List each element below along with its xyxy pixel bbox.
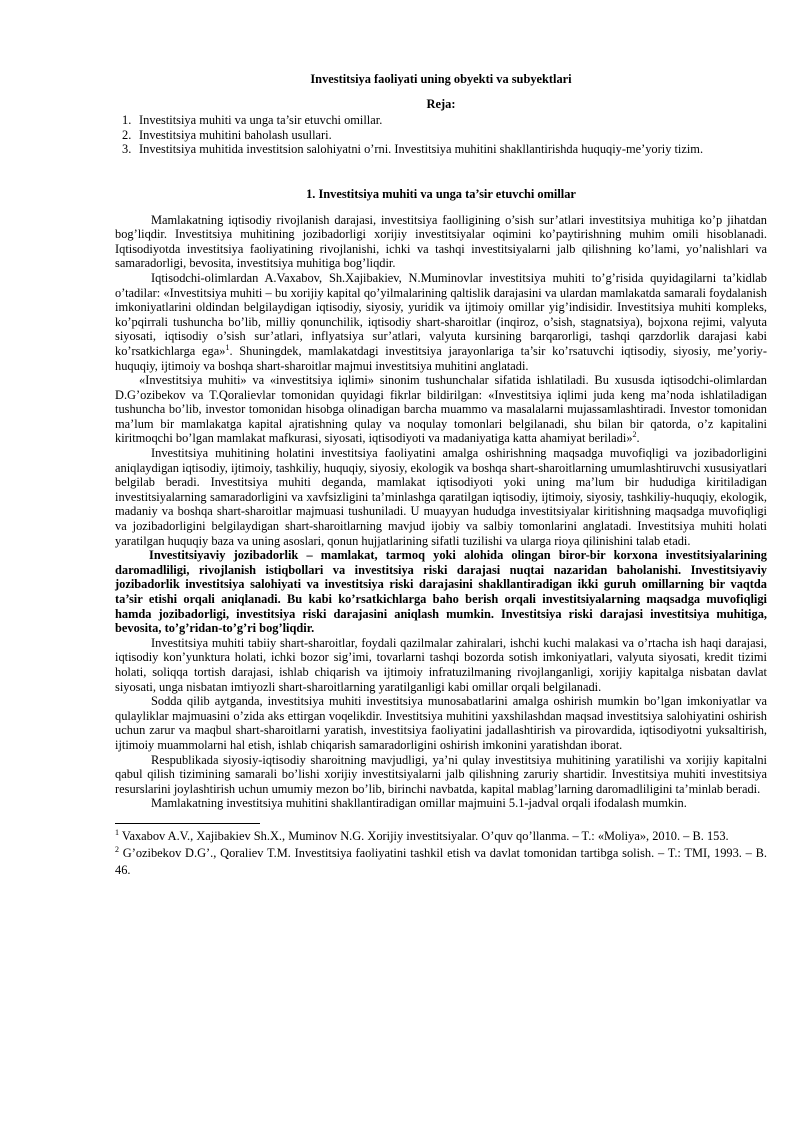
plan-list xyxy=(115,113,767,157)
plan-heading: Reja: xyxy=(426,96,456,111)
paragraph: Mamlakatning iqtisodiy rivojlanish darajasi, investitsiya faolligining o’sish sur’atlari investitsiya muhitiga ko’p jihatdan bog’liqdir. Investitsiya muhitining jozibadorligi xorijiy investitsiyalar oqimini ko’paytirishning muhim omili hisoblanadi. Iqtisodiyotda investitsiya faoliyatining rivojlanishi, ichki va tashqi investitsiyalarni jalb qilishning ko’lami, yo’nalishlari va samaradorligi, bevosita, investitsiya muhitiga bog’liqdir. xyxy=(115,212,767,271)
paragraph xyxy=(115,373,767,446)
plan-item xyxy=(115,128,767,143)
section-title: 1. Investitsiya muhiti va unga ta’sir etuvchi omillar xyxy=(306,186,576,201)
footnote-text: G’ozibekov D.G’., Qoraliev T.M. Investitsiya faoliyatini tashkil etish va davlat tomonidan tartibga solish. – T.: TMI, 1993. – B. 46. xyxy=(115,845,767,877)
plan-item-number: 1. xyxy=(122,113,132,128)
paragraph-text: Iqtisodchi-olimlardan A.Vaxabov, Sh.Xajibakiev, N.Muminovlar investitsiya muhiti to’g’risida quyidagilarni ta’kidlab o’tadilar: «Investitsiya muhiti – bu xorijiy kapital qo’yilmalarining qaltislik darajasini va ulardan mamlakatda samarali foydalanish imkoniyatlarini oldindan belgilaydigan iqtisodiy, siyosiy, yuridik va ijtimoiy omillar yig’indisidir. Investitsiya muhiti kompleks, ko’pqirrali tushuncha bo’lib, milliy qonunchilik, iqtisodiy shart-sharoitlar (inqiroz, o’sish, stagnatsiya), bojxona rejimi, valyuta siyosati, iqtisodiy o’sish sur’atlari, inflyatsiya sur’atlari, valyuta kursining barqarorligi, tashqi qarzdorlik darajasi kabi ko’rsatkichlarga ega» xyxy=(115,270,767,358)
paragraph-text: . Shuningdek, mamlakatdagi investitsiya jarayonlariga ta’sir ko’rsatuvchi iqtisodiy, siyosiy, me’yoriy-huquqiy, ijtimoiy va boshqa shart-sharoitlar majmui investitsiya muhitini anglatadi. xyxy=(115,343,767,373)
plan-item-number: 3. xyxy=(122,142,132,157)
plan-item-text: Investitsiya muhiti va unga ta’sir etuvchi omillar. xyxy=(139,113,383,128)
footnote-number: 2 xyxy=(115,844,119,854)
bold-paragraph: Investitsiyaviy jozibadorlik – mamlakat, tarmoq yoki alohida olingan biror-bir korxona investitsiyalarining daromadliligi, rivojlanish istiqbollari va investitsiya riski darajasi nuqtai nazaridan baholanishi. Investitsiyaviy jozibadorlik investitsiya salohiyati va investitsiya riski darajasini shakllantiradigan ikki guruh omillarning bir vaqtda ta’sir etishi orqali aniqlanadi. Bu kabi ko’rsatkichlarga baho berish orqali investitsiyalarning maqsadga muvofiqligi hamda jozibadorligi, investitsiya riski darajasini aniqlash mumkin. Investitsiya riski darajasi investitsiya muhitiga, bevosita, to’g’ridan-to’g’ri bog’liqdir. xyxy=(115,548,767,636)
footnote xyxy=(115,828,767,845)
plan-item-text: Investitsiya muhitini baholash usullari. xyxy=(139,127,332,142)
paragraph: Investitsiya muhitining holatini investitsiya faoliyatini amalga oshirishning maqsadga muvofiqligi va jozibadorligini aniqlaydigan iqtisodiy, ijtimoiy, tashkiliy, huquqiy, siyosiy, ekologik va boshqa shart-sharoitlarning umumlashtiruvchi xususiyatlari belgilab beradi. Investitsiya muhiti deganda, mamlakat iqtisodiyoti yoki uning ma’lum bir hududiga kiritiladigan investitsiyalarning samaradorligini va xavfsizligini ta’minlashga qaratilgan iqtisodiy, ijtimoiy, siyosiy, tashkiliy-huquqiy, ekologik, madaniy va boshqa shart-sharoitlar majmuasi tushuniladi. U muayyan hududga investitsiyalar kiritishning maqsadga muvofiqligi va jozibadorligini belgilaydigan shart-sharoitlarning mavjud ijobiy va salbiy tomonlarini anglatadi. Investitsiya muhiti holati yaratilgan huquqiy baza va uning asoslari, qonun hujjatlarining sifatli tuzilishi va ularga rioya qilinishini talab etadi. xyxy=(115,446,767,548)
paragraph-text: «Investitsiya muhiti» va «investitsiya iqlimi» sinonim tushunchalar sifatida ishlatiladi. Bu xususda iqtisodchi-olimlardan D.G’ozibekov va T.Qoralievlar tomonidan quyidagi fikrlar bildirilgan: «Investitsiya iqlimi juda keng ma’noda ishlatiladigan tushuncha bo’lib, investor tomonidan hisobga olinadigan barcha muammo va masalalarni mujassamlashtiradi. Investor tomonidan ma’lum bir mamlakatga kapital ajratishning qulay va noqulay tomonlari belgilanadi, shu bilan bir qatorda, o’z kapitalini kiritmoqchi bo’lgan mamlakat mafkurasi, siyosati, iqtisodiyoti va madaniyatiga katta ahamiyat beriladi» xyxy=(115,373,767,446)
document-page xyxy=(115,72,767,879)
document-title: Investitsiya faoliyati uning obyekti va subyektlari xyxy=(310,72,572,86)
footnote-divider xyxy=(115,823,260,824)
paragraph: Sodda qilib aytganda, investitsiya muhiti investitsiya munosabatlarini amalga oshirish mumkin bo’lgan imkoniyatlar va qulayliklar majmuasini o’zida aks ettirgan voqelikdir. Investitsiya muhitini yaxshilashdan maqsad investitsiya salohiyatini oshirish uchun zarur va maqbul shart-sharoitlarni yaratish, investitsiya faoliyatini jadallashtirish va pirovardida, iqtisodiyotni yuksaltirish, ijtimoiy muammolarni hal etish, ishlab chiqarish samaradorligini oshirish imkonini yaratishdan iborat. xyxy=(115,694,767,752)
plan-item xyxy=(115,142,767,157)
footnote-mark[interactable]: 1 xyxy=(225,342,230,352)
footnote-text: Vaxabov A.V., Xajibakiev Sh.X., Muminov N.G. Xorijiy investitsiyalar. O’quv qo’llanma. – T.: «Moliya», 2010. – B. 153. xyxy=(119,828,729,843)
paragraph: Mamlakatning investitsiya muhitini shakllantiradigan omillar majmuini 5.1-jadval orqali ifodalash mumkin. xyxy=(151,796,687,811)
footnote-number: 1 xyxy=(115,827,119,837)
paragraph xyxy=(115,271,767,373)
paragraph: Investitsiya muhiti tabiiy shart-sharoitlar, foydali qazilmalar zahiralari, ishchi kuchi malakasi va o’rtacha ish haqi darajasi, iqtisodiy kon’yunktura holati, ichki bozor sig’imi, tovarlarni tashqi bozorda sotish imkoniyatlari, valyuta siyosati, kredit tizimi holati, soliqqa tortish darajasi, ishlab chiqarish va ijtimoiy infratuzilmaning rivojlanganligi, xorijiy kapitalga nisbatan davlat siyosati, unga nisbatan imtiyozli shart-sharoitlarning yaratilganligi kabi omillar orqali belgilanadi. xyxy=(115,635,767,694)
paragraph-text: . xyxy=(636,431,640,446)
footnote-mark[interactable]: 2 xyxy=(632,430,637,440)
plan-item-number: 2. xyxy=(122,127,132,142)
paragraph: Respublikada siyosiy-iqtisodiy sharoitning mavjudligi, ya’ni qulay investitsiya muhitining yaratilishi va xorijiy kapitalni qabul qilish tizimining samarali bo’lishi xorijiy investitsiyalarni jalb qilishning zaruriy shartidir. Investitsiya muhiti investitsiya resurslarini joylashtirish uchun umumiy mezon bo’lib, birinchi navbatda, kapital mablag’larning daromadliligini ta’minlab beradi. xyxy=(115,752,767,796)
footnote xyxy=(115,845,767,879)
plan-item-text: Investitsiya muhitida investitsion salohiyatni o’rni. Investitsiya muhitini shakllantirishda huquqiy-me’yoriy tizim. xyxy=(139,142,704,157)
plan-item xyxy=(115,113,767,128)
